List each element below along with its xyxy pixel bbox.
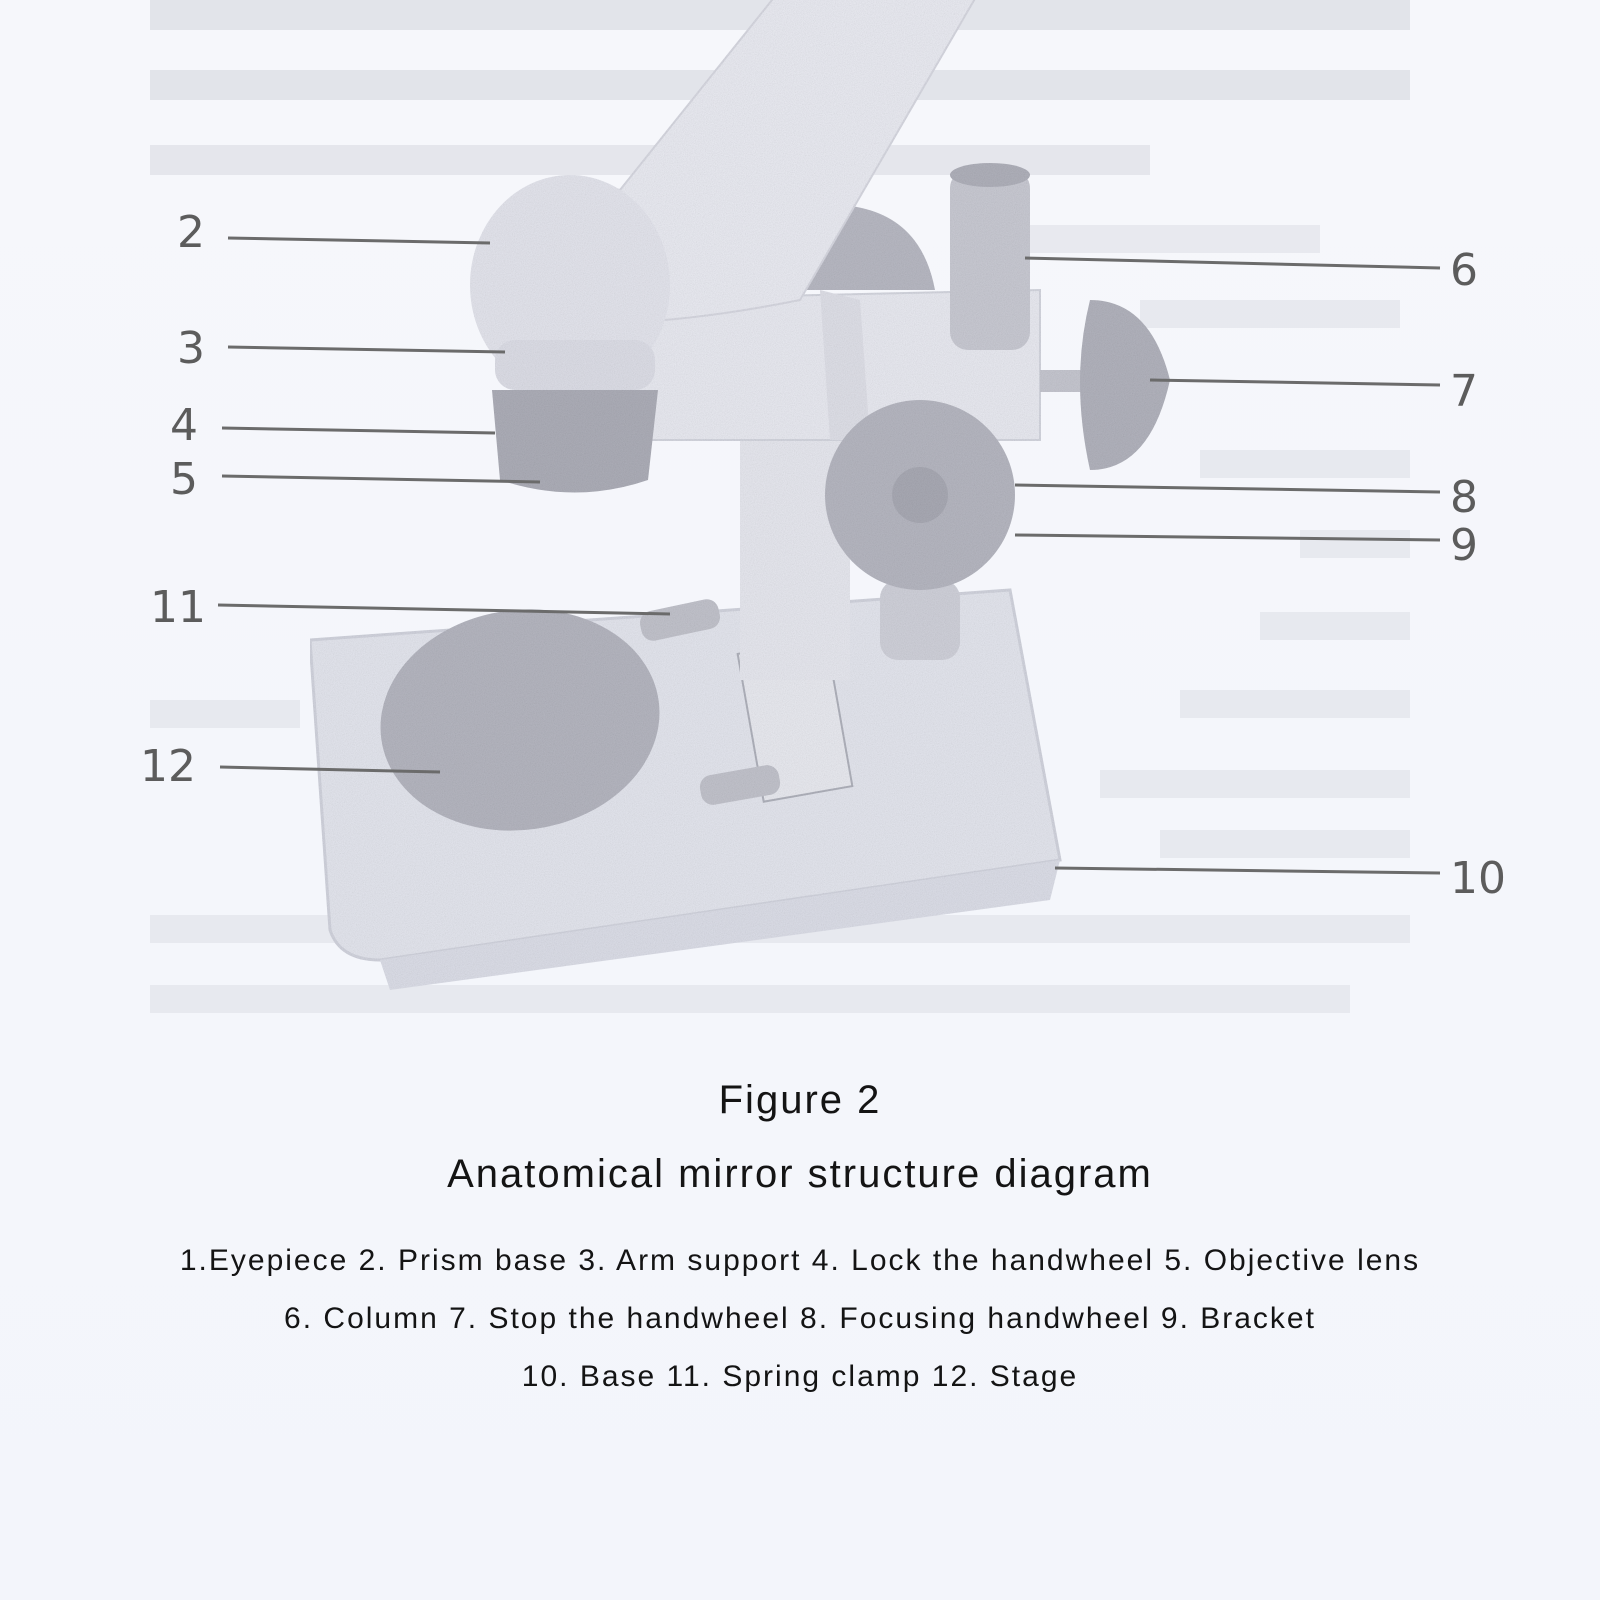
figure-title: Anatomical mirror structure diagram [447,1152,1153,1196]
callout-12: 12 [140,741,196,792]
callout-8: 8 [1450,472,1478,523]
parts-legend [0,1232,1600,1406]
legend-line: 10. Base 11. Spring clamp 12. Stage [521,1360,1079,1393]
callout-6: 6 [1450,245,1478,296]
callout-2: 2 [177,207,205,258]
figure-number: Figure 2 [718,1078,882,1122]
callout-5: 5 [170,454,198,505]
objective-lens-shape [492,390,658,493]
callout-10: 10 [1450,853,1506,904]
leader-line-8 [1015,485,1440,492]
leader-line-5 [222,476,540,482]
leader-line-3 [228,347,505,352]
callout-7: 7 [1450,366,1478,417]
figure-caption [0,1070,1600,1406]
leader-line-10 [1055,868,1440,873]
legend-line: 6. Column 7. Stop the handwheel 8. Focusing handwheel 9. Bracket [284,1302,1316,1335]
leader-line-2 [228,238,490,243]
callout-4: 4 [170,400,198,451]
leader-line-11 [218,605,670,614]
legend-line: 1.Eyepiece 2. Prism base 3. Arm support 4. Lock the handwheel 5. Objective lens [179,1244,1421,1277]
callout-3: 3 [177,323,205,374]
callout-11: 11 [150,582,206,633]
leader-line-7 [1150,380,1440,385]
leader-line-6 [1025,258,1440,268]
leader-line-4 [222,428,495,433]
callout-9: 9 [1450,520,1478,571]
